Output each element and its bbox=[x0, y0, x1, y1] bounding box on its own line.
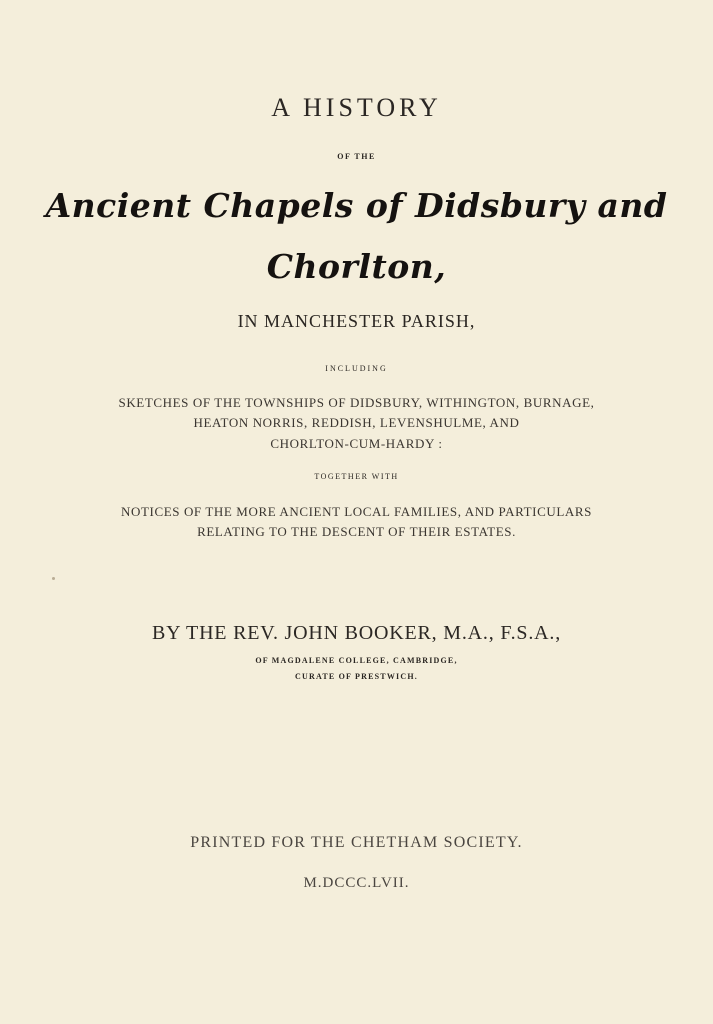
notices-line-2: RELATING TO THE DESCENT OF THEIR ESTATES. bbox=[197, 524, 516, 539]
together-with-label: TOGETHER WITH bbox=[314, 472, 399, 481]
parish-subtitle: IN MANCHESTER PARISH, bbox=[237, 311, 476, 331]
printed-for-line: PRINTED FOR THE CHETHAM SOCIETY. bbox=[190, 834, 523, 851]
sketches-line-1: SKETCHES OF THE TOWNSHIPS OF DIDSBURY, WITHINGTON, BURNAGE, bbox=[118, 395, 595, 410]
notices-line-1: NOTICES OF THE MORE ANCIENT LOCAL FAMILIES, AND PARTICULARS bbox=[121, 504, 592, 519]
heading-a-history: A HISTORY bbox=[271, 93, 442, 122]
curate-line: CURATE OF PRESTWICH. bbox=[295, 672, 418, 681]
paper-speck bbox=[52, 577, 55, 580]
sketches-line-3: CHORLTON-CUM-HARDY : bbox=[270, 436, 443, 451]
including-label: INCLUDING bbox=[325, 364, 388, 373]
main-title-line-2: Chorlton, bbox=[266, 247, 447, 286]
main-title-line-1: Ancient Chapels of Didsbury and bbox=[45, 186, 668, 225]
of-the-label: OF THE bbox=[337, 152, 376, 161]
college-line: OF MAGDALENE COLLEGE, CAMBRIDGE, bbox=[255, 656, 458, 665]
author-line: BY THE REV. JOHN BOOKER, M.A., F.S.A., bbox=[151, 622, 562, 644]
sketches-line-2: HEATON NORRIS, REDDISH, LEVENSHULME, AND bbox=[193, 415, 520, 430]
publication-date: M.DCCC.LVII. bbox=[303, 875, 410, 891]
